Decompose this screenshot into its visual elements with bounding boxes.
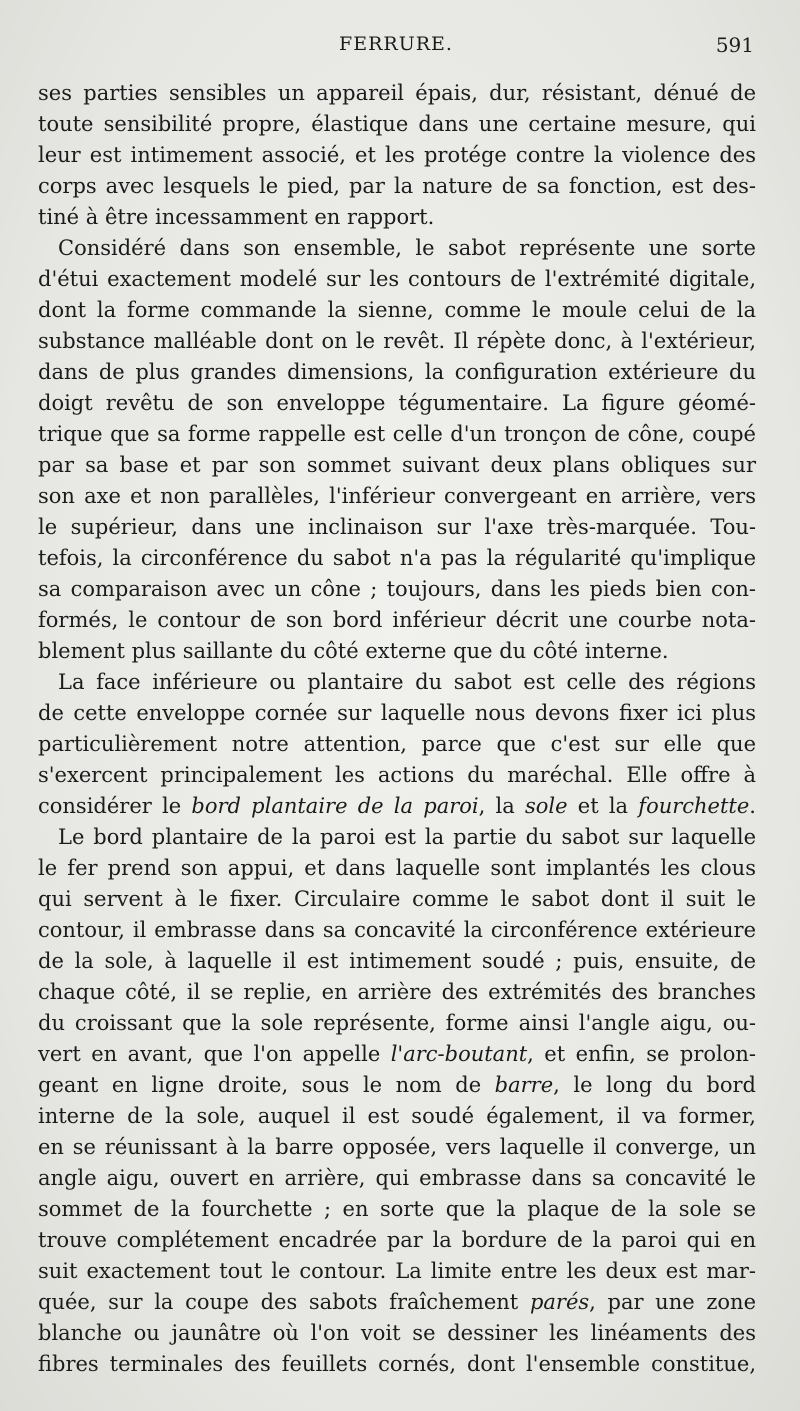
italic-term: sole: [524, 794, 568, 818]
text-line: [38, 481, 756, 512]
text-line: [38, 326, 756, 357]
text-line: [38, 357, 756, 388]
text-line: [38, 140, 756, 171]
text-segment: sa comparaison avec un cône ; toujours, dans les pieds bien con-: [38, 577, 756, 601]
text-line: [38, 1194, 756, 1225]
text-segment: particulièrement notre attention, parce que c'est sur elle que: [38, 732, 756, 756]
text-line: [38, 295, 756, 326]
text-line: [38, 977, 756, 1008]
text-segment: s'exercent principalement les actions du maréchal. Elle offre à: [38, 763, 756, 787]
text-line: [38, 109, 756, 140]
text-line: [38, 233, 756, 264]
text-line: [38, 171, 756, 202]
text-line: [38, 1008, 756, 1039]
text-segment: trique que sa forme rappelle est celle d'un tronçon de cône, coupé: [38, 422, 756, 446]
text-segment: suit exactement tout le contour. La limite entre les deux est mar-: [38, 1259, 756, 1283]
page-number: 591: [715, 33, 754, 57]
text-line: [38, 1039, 756, 1070]
text-segment: son axe et non parallèles, l'inférieur convergeant en arrière, vers: [38, 484, 756, 508]
text-segment: contour, il embrasse dans sa concavité la circonférence extérieure: [38, 918, 756, 942]
text-segment: Le bord plantaire de la paroi est la partie du sabot sur laquelle: [58, 825, 756, 849]
text-segment: d'étui exactement modelé sur les contours de l'extrémité digitale,: [38, 267, 756, 291]
text-line: [38, 1070, 756, 1101]
text-line: [38, 915, 756, 946]
text-line: [38, 264, 756, 295]
text-line: [38, 388, 756, 419]
text-segment: leur est intimement associé, et les protége contre la violence des: [38, 143, 756, 167]
text-line: [38, 884, 756, 915]
text-line: [38, 543, 756, 574]
text-segment: tiné à être incessamment en rapport.: [38, 205, 435, 229]
text-segment: dont la forme commande la sienne, comme le moule celui de la: [38, 298, 756, 322]
text-segment: interne de la sole, auquel il est soudé également, il va former,: [38, 1104, 756, 1128]
text-segment: quée, sur la coupe des sabots fraîchement: [38, 1290, 530, 1314]
text-line: [38, 574, 756, 605]
text-line: [38, 202, 756, 233]
italic-term: l'arc-boutant: [390, 1042, 528, 1066]
text-segment: , la: [478, 794, 525, 818]
text-line: [38, 698, 756, 729]
text-line: [38, 450, 756, 481]
text-line: [38, 946, 756, 977]
text-segment: le fer prend son appui, et dans laquelle sont implantés les clous: [38, 856, 756, 880]
text-segment: formés, le contour de son bord inférieur décrit une courbe nota-: [38, 608, 756, 632]
text-line: [38, 1225, 756, 1256]
text-segment: en se réunissant à la barre opposée, vers laquelle il converge, un: [38, 1135, 756, 1159]
italic-term: fourchette: [638, 794, 750, 818]
text-segment: ses parties sensibles un appareil épais, dur, résistant, dénué de: [38, 81, 756, 105]
text-segment: blement plus saillante du côté externe que du côté interne.: [38, 639, 669, 663]
text-segment: du croissant que la sole représente, forme ainsi l'angle aigu, ou-: [38, 1011, 756, 1035]
italic-term: barre: [494, 1073, 554, 1097]
text-line: [38, 78, 756, 109]
italic-term: bord plantaire de la paroi: [191, 794, 479, 818]
italic-term: parés: [529, 1290, 590, 1314]
text-line: [38, 1101, 756, 1132]
text-line: [38, 1318, 756, 1349]
text-segment: tefois, la circonférence du sabot n'a pas la régularité qu'implique: [38, 546, 756, 570]
text-line: [38, 1132, 756, 1163]
text-segment: dans de plus grandes dimensions, la configuration extérieure du: [38, 360, 756, 384]
text-segment: blanche ou jaunâtre où l'on voit se dessiner les linéaments des: [38, 1321, 756, 1345]
text-segment: angle aigu, ouvert en arrière, qui embrasse dans sa concavité le: [38, 1166, 756, 1190]
text-segment: fibres terminales des feuillets cornés, dont l'ensemble constitue,: [38, 1352, 756, 1376]
text-segment: trouve complétement encadrée par la bordure de la paroi qui en: [38, 1228, 756, 1252]
text-line: [38, 853, 756, 884]
text-segment: .: [749, 794, 756, 818]
text-segment: de la sole, à laquelle il est intimement soudé ; puis, ensuite, de: [38, 949, 756, 973]
text-segment: doigt revêtu de son enveloppe tégumentaire. La figure géomé-: [38, 391, 756, 415]
text-segment: considérer le: [38, 794, 192, 818]
text-segment: corps avec lesquels le pied, par la nature de sa fonction, est des-: [38, 174, 756, 198]
text-line: [38, 667, 756, 698]
text-line: [38, 822, 756, 853]
text-line: [38, 512, 756, 543]
text-segment: et la: [567, 794, 639, 818]
text-line: [38, 636, 756, 667]
text-segment: Considéré dans son ensemble, le sabot représente une sorte: [58, 236, 756, 260]
page-header: [38, 33, 754, 63]
text-line: [38, 729, 756, 760]
text-line: [38, 1349, 756, 1380]
text-line: [38, 1256, 756, 1287]
text-segment: La face inférieure ou plantaire du sabot est celle des régions: [58, 670, 756, 694]
text-segment: chaque côté, il se replie, en arrière des extrémités des branches: [38, 980, 756, 1004]
text-line: [38, 605, 756, 636]
text-line: [38, 419, 756, 450]
text-line: [38, 791, 756, 822]
text-segment: le supérieur, dans une inclinaison sur l'axe très-marquée. Tou-: [38, 515, 756, 539]
text-segment: geant en ligne droite, sous le nom de: [38, 1073, 495, 1097]
text-segment: substance malléable dont on le revêt. Il répète donc, à l'extérieur,: [38, 329, 756, 353]
text-segment: , par une zone: [589, 1290, 757, 1314]
text-segment: par sa base et par son sommet suivant deux plans obliques sur: [38, 453, 756, 477]
running-title: FERRURE.: [339, 33, 453, 55]
text-line: [38, 1287, 756, 1318]
text-line: [38, 760, 756, 791]
text-segment: de cette enveloppe cornée sur laquelle nous devons fixer ici plus: [38, 701, 756, 725]
text-segment: , le long du bord: [553, 1073, 756, 1097]
text-segment: toute sensibilité propre, élastique dans une certaine mesure, qui: [38, 112, 756, 136]
body-text: [38, 78, 756, 1380]
text-segment: vert en avant, que l'on appelle: [38, 1042, 391, 1066]
text-segment: sommet de la fourchette ; en sorte que la plaque de la sole se: [38, 1197, 756, 1221]
text-segment: qui servent à le fixer. Circulaire comme le sabot dont il suit le: [38, 887, 756, 911]
text-segment: , et enfin, se prolon-: [527, 1042, 756, 1066]
text-line: [38, 1163, 756, 1194]
